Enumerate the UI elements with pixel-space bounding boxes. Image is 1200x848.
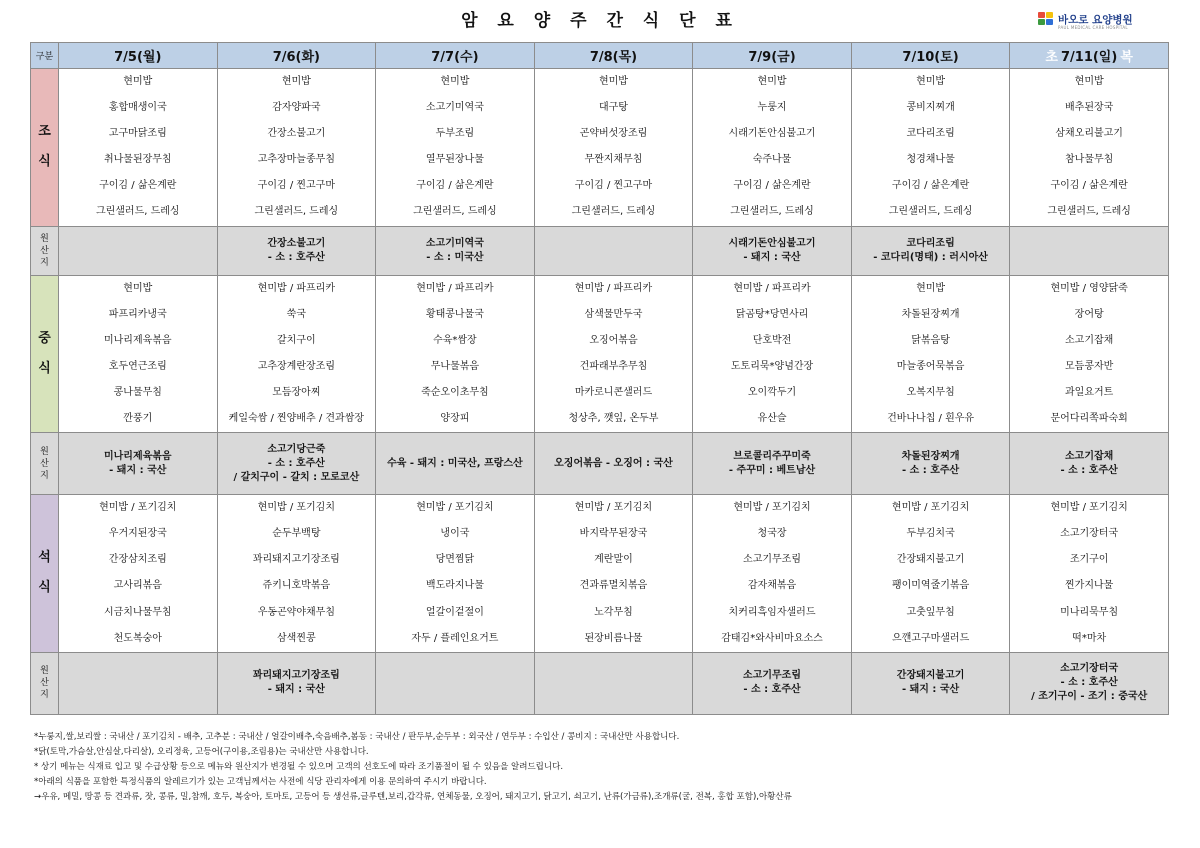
menu-item: 현미밥 / 포기김치 xyxy=(574,502,653,514)
menu-item: 청경채나물 xyxy=(906,154,955,166)
lunch-origin-row xyxy=(31,433,1169,495)
menu-item: 그린샐러드, 드레싱 xyxy=(95,206,180,218)
menu-item: 자두 / 플레인요거트 xyxy=(411,632,499,644)
origin-line: / 조기구이 - 조기 : 중국산 xyxy=(1031,691,1148,703)
breakfast-label-2: 식 xyxy=(38,154,51,170)
meal-cell xyxy=(376,275,535,433)
menu-item: 떡*마차 xyxy=(1072,632,1107,644)
dinner-label xyxy=(31,495,59,653)
menu-item: 시래기돈안심불고기 xyxy=(728,128,816,140)
header-row xyxy=(31,43,1169,69)
origin-cell xyxy=(693,226,852,275)
logo-name: 바오로 요양병원 xyxy=(1058,13,1133,26)
menu-item: 콩비지찌개 xyxy=(906,102,955,114)
menu-item: 소고기장터국 xyxy=(1060,528,1119,540)
origin-line: 브로콜리주꾸미죽 xyxy=(733,450,811,462)
menu-item: 무나물볶음 xyxy=(430,360,480,372)
origin-cell xyxy=(534,226,693,275)
origin-line: - 돼지 : 국산 xyxy=(109,464,167,476)
meal-cell xyxy=(217,69,376,227)
dinner-label-1: 석 xyxy=(38,550,51,566)
origin-line: 오징어볶음 - 오징어 : 국산 xyxy=(554,457,673,469)
menu-item: 깐풍기 xyxy=(123,413,153,425)
origin-line: 소고기무조림 xyxy=(743,670,802,682)
origin-label-3: 지 xyxy=(40,470,49,481)
origin-cell xyxy=(59,433,218,495)
menu-item: 현미밥 xyxy=(757,76,787,87)
day-date: 7/6(화) xyxy=(272,50,320,65)
menu-item: 건파래부추무침 xyxy=(579,360,648,372)
menu-item: 냉이국 xyxy=(440,528,470,540)
menu-item: 홍합매생이국 xyxy=(108,102,167,114)
menu-item: 현미밥 / 파프리카 xyxy=(574,282,653,294)
menu-item: 우동곤약야채무침 xyxy=(257,606,335,618)
origin-label xyxy=(31,433,59,495)
menu-item: 으깬고구마샐러드 xyxy=(891,632,970,644)
menu-item: 얼갈이겉절이 xyxy=(425,606,484,618)
meal-cell xyxy=(1010,275,1169,433)
menu-item: 소고기미역국 xyxy=(425,102,484,114)
lunch-row xyxy=(31,275,1169,433)
footnote-line: * 상기 메뉴는 식재료 입고 및 수급상황 등으로 메뉴와 원산지가 변경될 수 있으며 고객의 선호도에 따라 조기품절이 될 수 있음을 알려드립니다. xyxy=(34,762,564,772)
meal-cell xyxy=(534,495,693,653)
day-header xyxy=(534,43,693,69)
menu-item: 현미밥 xyxy=(123,76,153,87)
origin-line: - 코다리(명태) : 러시아산 xyxy=(873,251,988,263)
meal-cell xyxy=(693,69,852,227)
origin-line: 소고기당근죽 xyxy=(267,443,326,455)
origin-line: 차돌된장찌개 xyxy=(901,450,960,462)
logo-subtitle: PAUL MEDICAL CARE HOSPITAL xyxy=(1058,25,1128,30)
lunch-label-1: 중 xyxy=(38,330,51,346)
meal-cell xyxy=(217,275,376,433)
menu-item: 천도복숭아 xyxy=(113,632,162,644)
origin-label-2: 산 xyxy=(40,245,49,256)
menu-item: 코다리조림 xyxy=(906,128,955,140)
origin-label xyxy=(31,226,59,275)
menu-item: 간장돼지불고기 xyxy=(896,554,965,566)
origin-cell xyxy=(1010,433,1169,495)
logo-square-red xyxy=(1038,12,1045,18)
breakfast-row xyxy=(31,69,1169,227)
meal-cell xyxy=(217,495,376,653)
menu-item: 콩나물무침 xyxy=(113,386,162,398)
origin-label-2: 산 xyxy=(40,678,49,689)
menu-item: 구이김 / 삶은계란 xyxy=(733,180,811,192)
menu-item: 현미밥 / 포기김치 xyxy=(99,502,177,514)
menu-item: 팽이미역줄기볶음 xyxy=(891,580,970,592)
menu-item: 고구마닭조림 xyxy=(108,128,167,140)
menu-item: 고사리볶음 xyxy=(113,580,162,592)
menu-item: 소고기무조림 xyxy=(743,554,802,566)
menu-item: 무짠지채무침 xyxy=(584,154,643,166)
footnote-line: *닭(토막,가슴살,안심살,다리살), 오리정육, 고등어(구이용,조림용)는 국내산만 사용합니다. xyxy=(34,747,369,757)
weekly-menu-table xyxy=(30,42,1169,715)
menu-item: 계란말이 xyxy=(594,554,633,566)
menu-item: 그린샐러드, 드레싱 xyxy=(730,206,814,218)
day-date: 7/10(토) xyxy=(902,50,959,65)
meal-cell xyxy=(59,275,218,433)
origin-label-2: 산 xyxy=(40,458,49,469)
dinner-origin-row xyxy=(31,652,1169,714)
menu-item: 시금치나물무침 xyxy=(103,606,172,618)
origin-line: 코다리조림 xyxy=(906,237,955,249)
menu-item: 그린샐러드, 드레싱 xyxy=(1047,206,1131,218)
menu-item: 수육*쌈장 xyxy=(433,334,477,346)
menu-item: 미나리제육볶음 xyxy=(103,334,172,346)
menu-item: 구이김 / 찐고구마 xyxy=(574,180,653,192)
menu-item: 간장삼치조림 xyxy=(108,554,167,566)
menu-item: 참나물무침 xyxy=(1065,154,1114,166)
lunch-label-2: 식 xyxy=(38,360,51,376)
menu-item: 두부조림 xyxy=(435,128,475,140)
menu-item: 현미밥 / 포기김치 xyxy=(257,502,336,514)
origin-cell xyxy=(1010,226,1169,275)
meal-cell xyxy=(376,495,535,653)
origin-line: - 소 : 호주산 xyxy=(1060,677,1118,689)
menu-item: 청상추, 깻잎, 온두부 xyxy=(568,413,659,425)
menu-item: 감태김*와사비마요소스 xyxy=(721,632,823,644)
menu-item: 현미밥 / 파프리카 xyxy=(416,282,494,294)
menu-item: 백도라지나물 xyxy=(425,580,484,592)
menu-item: 황태콩나물국 xyxy=(425,308,484,320)
dinner-row xyxy=(31,495,1169,653)
footnote-line: *누룽지,쌀,보리쌀 : 국내산 / 포기김치 - 배추, 고추분 : 국내산 / 얼갈이배추,숙음배추,봄동 : 국내산 / 판두부,순두부 : 외국산 / 연두부 : 수입산 / 콩비지 : 국내산만 사용합니다. xyxy=(34,732,680,742)
category-header: 구분 xyxy=(31,43,59,69)
menu-item: 된장비름나물 xyxy=(584,632,643,644)
menu-item: 오징어볶음 xyxy=(589,334,638,346)
origin-line: - 소 : 호주산 xyxy=(267,457,325,469)
menu-item: 장어탕 xyxy=(1074,308,1104,320)
origin-cell xyxy=(217,433,376,495)
meal-cell xyxy=(693,275,852,433)
menu-item: 현미밥 / 포기김치 xyxy=(1050,502,1128,514)
menu-item: 노각무침 xyxy=(594,606,633,618)
menu-item: 곤약버섯장조림 xyxy=(579,128,648,140)
menu-item: 건바나나칩 / 흰우유 xyxy=(887,413,975,425)
origin-cell xyxy=(851,652,1010,714)
breakfast-label xyxy=(31,69,59,227)
footnotes xyxy=(34,730,1174,805)
day-date: 7/7(수) xyxy=(431,50,479,65)
menu-item: 죽순오이초무침 xyxy=(421,386,489,398)
menu-item: 청국장 xyxy=(757,528,787,540)
menu-item: 양장피 xyxy=(440,413,470,425)
origin-cell xyxy=(59,226,218,275)
menu-item: 그린샐러드, 드레싱 xyxy=(888,206,973,218)
menu-item: 현미밥 xyxy=(598,76,628,87)
menu-item: 마늘종어묵볶음 xyxy=(896,360,965,372)
menu-item: 마카로니콘샐러드 xyxy=(574,386,653,398)
menu-item: 현미밥 / 포기김치 xyxy=(416,502,494,514)
breakfast-origin-row xyxy=(31,226,1169,275)
origin-label-1: 원 xyxy=(40,233,49,244)
menu-item: 감자채볶음 xyxy=(747,580,797,592)
origin-cell xyxy=(534,433,693,495)
origin-cell xyxy=(217,652,376,714)
meal-cell xyxy=(534,275,693,433)
menu-item: 누룽지 xyxy=(757,102,787,114)
meal-cell xyxy=(693,495,852,653)
meal-cell xyxy=(851,495,1010,653)
origin-line: 시래기돈안심불고기 xyxy=(728,237,816,249)
menu-item: 현미밥 xyxy=(440,76,470,87)
menu-item: 현미밥 / 포기김치 xyxy=(733,502,811,514)
origin-line: 수육 - 돼지 : 미국산, 프랑스산 xyxy=(387,457,523,469)
menu-item: 구이김 / 삶은계란 xyxy=(99,180,177,192)
origin-line: - 소 : 호주산 xyxy=(901,464,960,476)
menu-item: 도토리묵*양념간장 xyxy=(730,360,814,372)
menu-item: 쑥국 xyxy=(286,308,306,320)
menu-item: 숙주나물 xyxy=(752,154,792,166)
menu-item: 과일요거트 xyxy=(1065,386,1114,398)
origin-line: 소고기잡채 xyxy=(1065,450,1114,462)
menu-item: 현미밥 xyxy=(1074,76,1104,87)
menu-item: 간장소불고기 xyxy=(267,128,326,140)
origin-line: 간장돼지불고기 xyxy=(896,670,965,682)
day-prefix: 초 xyxy=(1045,50,1058,65)
day-header xyxy=(376,43,535,69)
logo-square-blue xyxy=(1046,19,1053,25)
meal-cell xyxy=(851,69,1010,227)
lunch-label xyxy=(31,275,59,433)
origin-line: - 소 : 호주산 xyxy=(1060,464,1118,476)
day-header xyxy=(851,43,1010,69)
origin-line: - 돼지 : 국산 xyxy=(267,684,325,696)
menu-item: 삼색찐콩 xyxy=(277,632,316,644)
menu-item: 고춧잎무침 xyxy=(906,606,955,618)
origin-line: 간장소불고기 xyxy=(267,237,326,249)
origin-cell xyxy=(1010,652,1169,714)
origin-line: - 소 : 호주산 xyxy=(267,251,325,263)
menu-item: 꽈리돼지고기장조림 xyxy=(252,554,340,566)
menu-item: 조기구이 xyxy=(1069,554,1109,566)
menu-item: 차돌된장찌개 xyxy=(901,308,960,320)
menu-item: 닭볶음탕 xyxy=(911,334,950,346)
meal-cell xyxy=(1010,69,1169,227)
menu-item: 그린샐러드, 드레싱 xyxy=(571,206,656,218)
origin-line: - 돼지 : 국산 xyxy=(743,251,801,263)
footnote-line: →우유, 메밀, 땅콩 등 견과류, 잣, 콩류, 밀,참깨, 호두, 복숭아, 토마토, 고등어 등 생선류,글루텐,보리,갑각류, 연체동물, 오징어, 돼지고기, 닭고기, 쇠고기, 난류(가금류),조개류(굴, 전복, 홍합 포함),아황산류 xyxy=(34,792,792,802)
menu-item: 찐가지나물 xyxy=(1065,580,1114,592)
origin-line: 소고기장터국 xyxy=(1060,663,1119,675)
menu-item: 현미밥 / 파프리카 xyxy=(257,282,336,294)
day-header xyxy=(217,43,376,69)
menu-item: 고추장마늘종무침 xyxy=(257,154,335,166)
menu-item: 그린샐러드, 드레싱 xyxy=(254,206,339,218)
menu-item: 열무된장나물 xyxy=(425,154,484,166)
menu-item: 우거지된장국 xyxy=(108,528,167,540)
menu-item: 단호박전 xyxy=(752,334,792,346)
footnote-line: *아래의 식품을 포함한 특정식품의 알레르기가 있는 고객님께서는 사전에 식당 관리자에게 이용 문의하여 주시기 바랍니다. xyxy=(34,777,487,787)
menu-item: 구이김 / 찐고구마 xyxy=(257,180,336,192)
menu-item: 견과류멸치볶음 xyxy=(579,580,648,592)
origin-line: - 소 : 미국산 xyxy=(426,251,484,263)
meal-cell xyxy=(59,69,218,227)
origin-cell xyxy=(376,433,535,495)
menu-item: 현미밥 xyxy=(123,282,153,294)
origin-line: 미나리제육볶음 xyxy=(103,450,172,462)
origin-label-1: 원 xyxy=(40,666,49,677)
meal-cell xyxy=(534,69,693,227)
origin-label xyxy=(31,652,59,714)
menu-item: 현미밥 xyxy=(916,282,946,294)
origin-line: - 주꾸미 : 베트남산 xyxy=(728,464,816,476)
menu-item: 삼채오리불고기 xyxy=(1055,128,1123,140)
menu-item: 현미밥 / 영양닭죽 xyxy=(1050,282,1128,294)
origin-line: 꽈리돼지고기장조림 xyxy=(252,670,340,682)
day-date: 7/11(일) xyxy=(1060,50,1118,65)
menu-item: 바지락무된장국 xyxy=(579,528,648,540)
menu-item: 갈치구이 xyxy=(277,334,316,346)
origin-cell xyxy=(376,652,535,714)
logo-square-yellow xyxy=(1046,12,1053,18)
menu-item: 감자양파국 xyxy=(272,102,321,114)
origin-cell xyxy=(59,652,218,714)
menu-item: 두부김치국 xyxy=(906,528,955,540)
menu-item: 파프리카냉국 xyxy=(108,308,167,320)
menu-item: 모듬장아찌 xyxy=(272,386,321,398)
origin-cell xyxy=(693,433,852,495)
origin-cell xyxy=(851,433,1010,495)
origin-label-1: 원 xyxy=(40,446,49,457)
meal-cell xyxy=(59,495,218,653)
meal-cell xyxy=(1010,495,1169,653)
meal-cell xyxy=(376,69,535,227)
menu-item: 구이김 / 삶은계란 xyxy=(891,180,970,192)
menu-item: 현미밥 xyxy=(281,76,311,87)
day-header xyxy=(1010,43,1169,69)
menu-item: 유산슬 xyxy=(757,413,787,425)
menu-item: 현미밥 / 파프리카 xyxy=(733,282,811,294)
menu-item: 오이깍두기 xyxy=(747,386,797,398)
menu-item: 그린샐러드, 드레싱 xyxy=(413,206,497,218)
origin-cell xyxy=(693,652,852,714)
menu-item: 고추장계란장조림 xyxy=(257,360,335,372)
day-date: 7/8(목) xyxy=(589,50,638,65)
logo-mark-icon xyxy=(1038,12,1054,26)
origin-cell xyxy=(376,226,535,275)
menu-item: 구이김 / 삶은계란 xyxy=(416,180,494,192)
origin-cell xyxy=(217,226,376,275)
menu-item: 대구탕 xyxy=(598,102,628,114)
meal-cell xyxy=(851,275,1010,433)
origin-cell xyxy=(851,226,1010,275)
origin-line: / 갈치구이 - 갈치 : 모로코산 xyxy=(233,471,360,483)
menu-item: 호두연근조림 xyxy=(108,360,167,372)
page-title: 암 요 양 주 간 식 단 표 xyxy=(461,11,739,31)
breakfast-label-1: 조 xyxy=(38,124,51,140)
menu-item: 닭곰탕*당면사리 xyxy=(735,308,809,320)
origin-line: 소고기미역국 xyxy=(425,237,484,249)
day-suffix: 복 xyxy=(1120,50,1133,65)
menu-item: 치커리흑임자샐러드 xyxy=(728,606,816,618)
menu-item: 오복지무침 xyxy=(906,386,955,398)
origin-line: - 돼지 : 국산 xyxy=(901,684,960,696)
menu-item: 소고기잡채 xyxy=(1065,334,1114,346)
menu-item: 순두부백탕 xyxy=(272,528,321,540)
menu-item: 구이김 / 삶은계란 xyxy=(1050,180,1128,192)
day-date: 7/5(월) xyxy=(114,50,162,65)
menu-item: 현미밥 xyxy=(916,76,946,87)
dinner-label-2: 식 xyxy=(38,580,51,596)
origin-cell xyxy=(534,652,693,714)
menu-item: 당면찜닭 xyxy=(435,554,475,566)
menu-item: 취나물된장무침 xyxy=(103,154,172,166)
origin-label-3: 지 xyxy=(40,257,49,268)
menu-item: 삼색물만두국 xyxy=(584,308,643,320)
menu-item: 현미밥 / 포기김치 xyxy=(891,502,970,514)
menu-item: 미나리묵무침 xyxy=(1060,606,1119,618)
menu-item: 문어다리쪽파숙회 xyxy=(1050,413,1128,425)
origin-label-3: 지 xyxy=(40,690,49,701)
menu-item: 쥬키니호박볶음 xyxy=(262,580,331,592)
logo-square-green xyxy=(1038,19,1045,25)
day-date: 7/9(금) xyxy=(748,50,796,65)
menu-item: 케일숙쌈 / 찐양배추 / 견과쌈장 xyxy=(228,413,365,425)
origin-line: - 소 : 호주산 xyxy=(743,684,801,696)
day-header xyxy=(59,43,218,69)
day-header xyxy=(693,43,852,69)
menu-item: 배추된장국 xyxy=(1065,102,1114,114)
menu-item: 모듬콩자반 xyxy=(1065,360,1114,372)
